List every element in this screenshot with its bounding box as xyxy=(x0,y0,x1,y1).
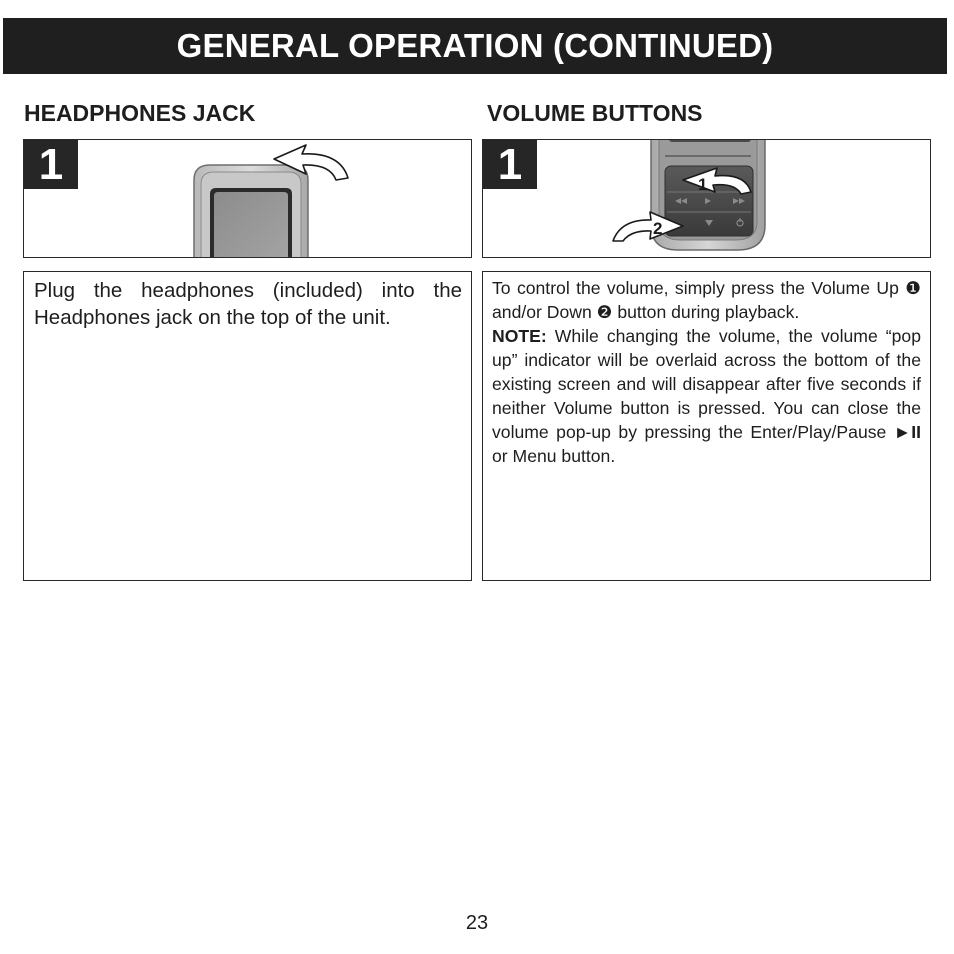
play-pause-symbol: ►II xyxy=(893,422,921,442)
headphones-jack-heading: HEADPHONES JACK xyxy=(24,100,256,126)
volume-instructions-part3: button during playback. xyxy=(612,302,800,322)
player-top-illustration xyxy=(24,140,472,258)
page-number: 23 xyxy=(465,912,489,934)
volume-instructions-part2: and/or Down xyxy=(492,302,597,322)
volume-down-marker: ❷ xyxy=(596,302,613,322)
player-buttons-illustration xyxy=(483,140,931,258)
headphones-instructions-text: Plug the headphones (included) into the Headphones jack on the top of the unit. xyxy=(34,279,462,329)
step-badge: 1 xyxy=(24,140,78,189)
callout-number-1: 1 xyxy=(698,175,708,194)
note-text-part1: While changing the volume, the volume “pop up” indicator will be overlaid across the bottom of the existing screen and will disappear after five seconds if neither Volume button is pressed. You can close the volume pop-up by pressing the Enter/Play/Pause xyxy=(492,326,921,442)
headphones-instructions-box xyxy=(23,271,472,581)
step-badge: 1 xyxy=(483,140,537,189)
callout-number-2: 2 xyxy=(653,219,663,238)
volume-instructions-text xyxy=(492,276,921,468)
note-label: NOTE: xyxy=(492,326,547,346)
page-header-title: GENERAL OPERATION (CONTINUED) xyxy=(176,27,774,64)
page-header-banner xyxy=(3,18,947,74)
volume-instructions-part1: To control the volume, simply press the Volume Up xyxy=(492,278,906,298)
volume-instructions-box xyxy=(482,271,931,581)
volume-buttons-figure xyxy=(482,139,931,258)
volume-up-marker: ❶ xyxy=(905,278,921,298)
headphones-jack-figure xyxy=(23,139,472,258)
note-text-part2: or Menu button. xyxy=(492,446,616,466)
volume-buttons-heading: VOLUME BUTTONS xyxy=(487,100,703,126)
